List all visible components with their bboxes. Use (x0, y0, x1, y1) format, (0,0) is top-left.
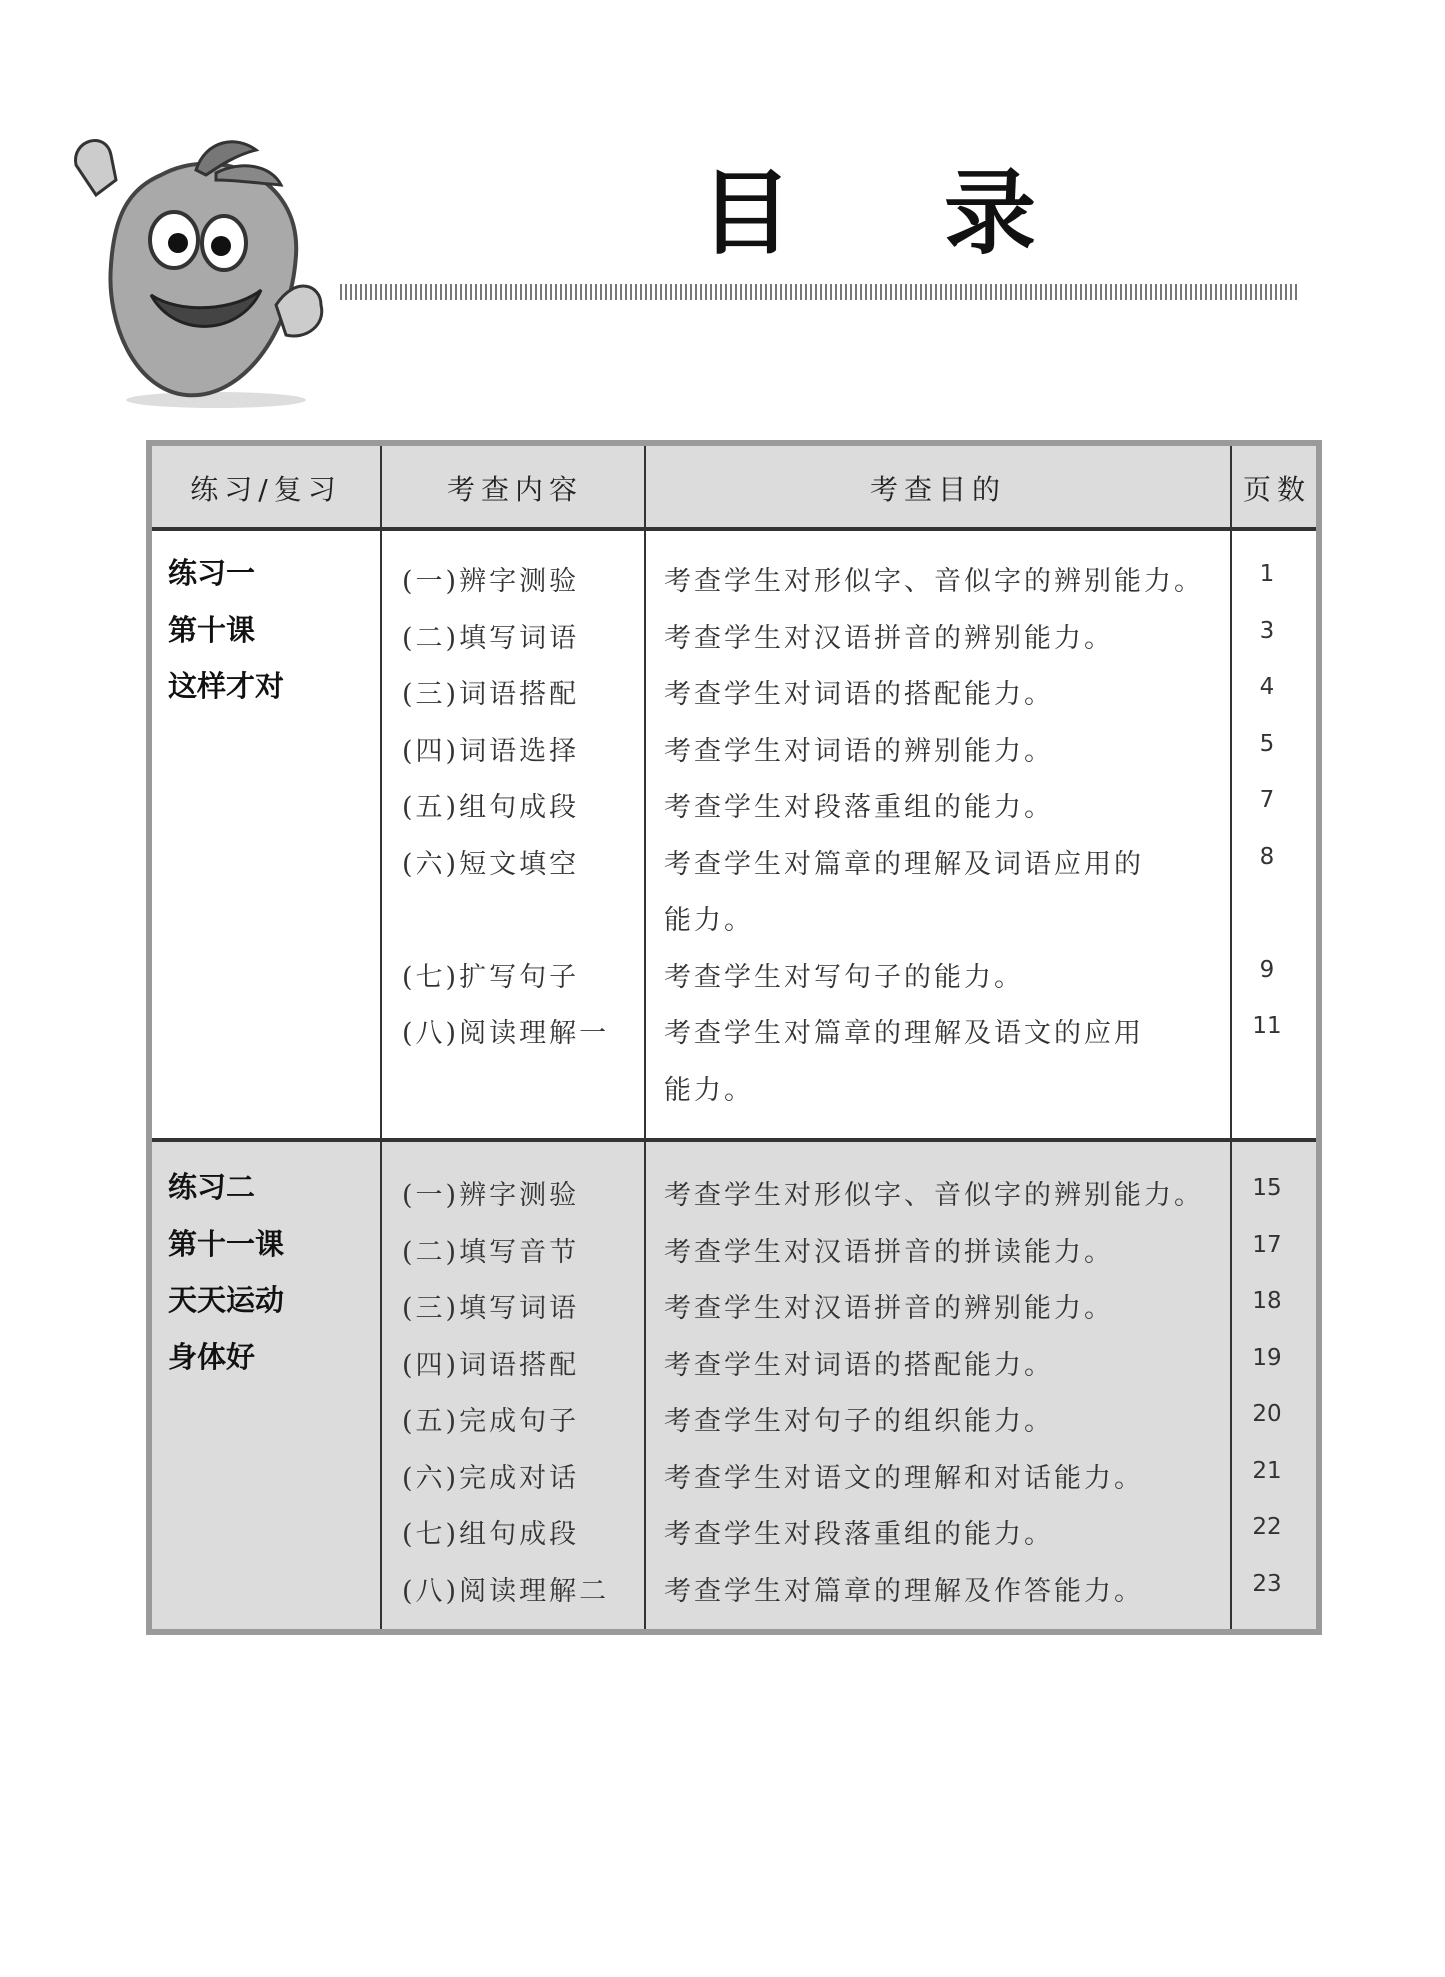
purpose-text: 考查学生对段落重组的能力。 (664, 1519, 1054, 1550)
page-number: 18 (1252, 1288, 1282, 1314)
purpose-text: 能力。 (664, 905, 754, 936)
purpose-text: 考查学生对汉语拼音的辨别能力。 (664, 1293, 1114, 1324)
page-number: 7 (1259, 787, 1275, 813)
content-item: (八)阅读理解二 (402, 1575, 610, 1607)
purpose-text: 考查学生对语文的理解和对话能力。 (664, 1462, 1144, 1494)
lesson-title-line: 天天运动 (168, 1283, 285, 1317)
column-divider (380, 446, 382, 1629)
content-item: (六)完成对话 (402, 1462, 580, 1494)
mango-mascot-illustration (66, 125, 346, 410)
page-number: 17 (1252, 1231, 1282, 1258)
lesson-title-line: 身体好 (168, 1339, 256, 1374)
page-number: 21 (1252, 1457, 1282, 1484)
purpose-text: 考查学生对形似字、音似字的辨别能力。 (664, 566, 1204, 597)
content-item: (二)填写音节 (402, 1236, 580, 1268)
content-item: (一)辨字测验 (402, 1180, 580, 1211)
content-item: (三)词语搭配 (402, 679, 580, 710)
content-item: (五)组句成段 (402, 792, 580, 823)
lesson-title-line: 练习一 (168, 556, 256, 590)
page-number: 1 (1259, 561, 1275, 587)
page-number: 8 (1259, 843, 1275, 870)
lesson-title-line: 第十一课 (168, 1226, 285, 1261)
page-number: 19 (1252, 1344, 1282, 1371)
lesson-title-line: 这样才对 (168, 669, 285, 703)
content-item: (四)词语选择 (402, 735, 580, 767)
page-number: 11 (1252, 1013, 1282, 1039)
header-page: 页数 (1242, 473, 1311, 506)
page-number: 3 (1259, 617, 1275, 644)
purpose-text: 考查学生对形似字、音似字的辨别能力。 (664, 1180, 1204, 1211)
purpose-text: 考查学生对篇章的理解及词语应用的 (664, 848, 1144, 880)
purpose-text: 考查学生对段落重组的能力。 (664, 792, 1054, 823)
page-number: 20 (1252, 1401, 1282, 1427)
purpose-text: 考查学生对句子的组织能力。 (664, 1406, 1054, 1437)
purpose-text: 考查学生对汉语拼音的拼读能力。 (664, 1236, 1114, 1268)
page-number: 23 (1252, 1570, 1282, 1597)
header-practice: 练习/复习 (190, 473, 342, 506)
page-number: 22 (1252, 1514, 1282, 1540)
purpose-text: 考查学生对词语的搭配能力。 (664, 679, 1054, 710)
lesson-title-line: 第十课 (168, 612, 256, 647)
purpose-text: 考查学生对篇章的理解及语文的应用 (664, 1018, 1144, 1049)
purpose-text: 能力。 (664, 1074, 754, 1106)
page-number: 15 (1252, 1175, 1282, 1201)
page-number: 9 (1259, 956, 1275, 983)
content-item: (四)词语搭配 (402, 1349, 580, 1381)
content-item: (五)完成句子 (402, 1406, 580, 1437)
purpose-text: 考查学生对篇章的理解及作答能力。 (664, 1575, 1144, 1607)
decorative-dotted-rule (340, 284, 1300, 300)
purpose-text: 考查学生对写句子的能力。 (664, 961, 1024, 993)
content-item: (二)填写词语 (402, 622, 580, 654)
content-item: (八)阅读理解一 (402, 1018, 610, 1049)
contents-table (146, 440, 1322, 1635)
page-number: 4 (1259, 674, 1275, 700)
content-item: (六)短文填空 (402, 848, 580, 880)
content-item: (三)填写词语 (402, 1293, 580, 1324)
purpose-text: 考查学生对词语的辨别能力。 (664, 735, 1054, 767)
content-item: (七)扩写句子 (402, 961, 580, 993)
page-number: 5 (1259, 730, 1275, 757)
table-header (152, 446, 1316, 531)
purpose-text: 考查学生对汉语拼音的辨别能力。 (664, 622, 1114, 654)
lesson-title-line: 练习二 (168, 1170, 256, 1204)
header-content: 考查内容 (446, 473, 583, 506)
page-title: 目 录 (700, 160, 1097, 267)
column-divider (644, 446, 646, 1629)
content-item: (一)辨字测验 (402, 566, 580, 597)
content-item: (七)组句成段 (402, 1519, 580, 1550)
purpose-text: 考查学生对词语的搭配能力。 (664, 1349, 1054, 1381)
header-purpose: 考查目的 (869, 473, 1006, 506)
